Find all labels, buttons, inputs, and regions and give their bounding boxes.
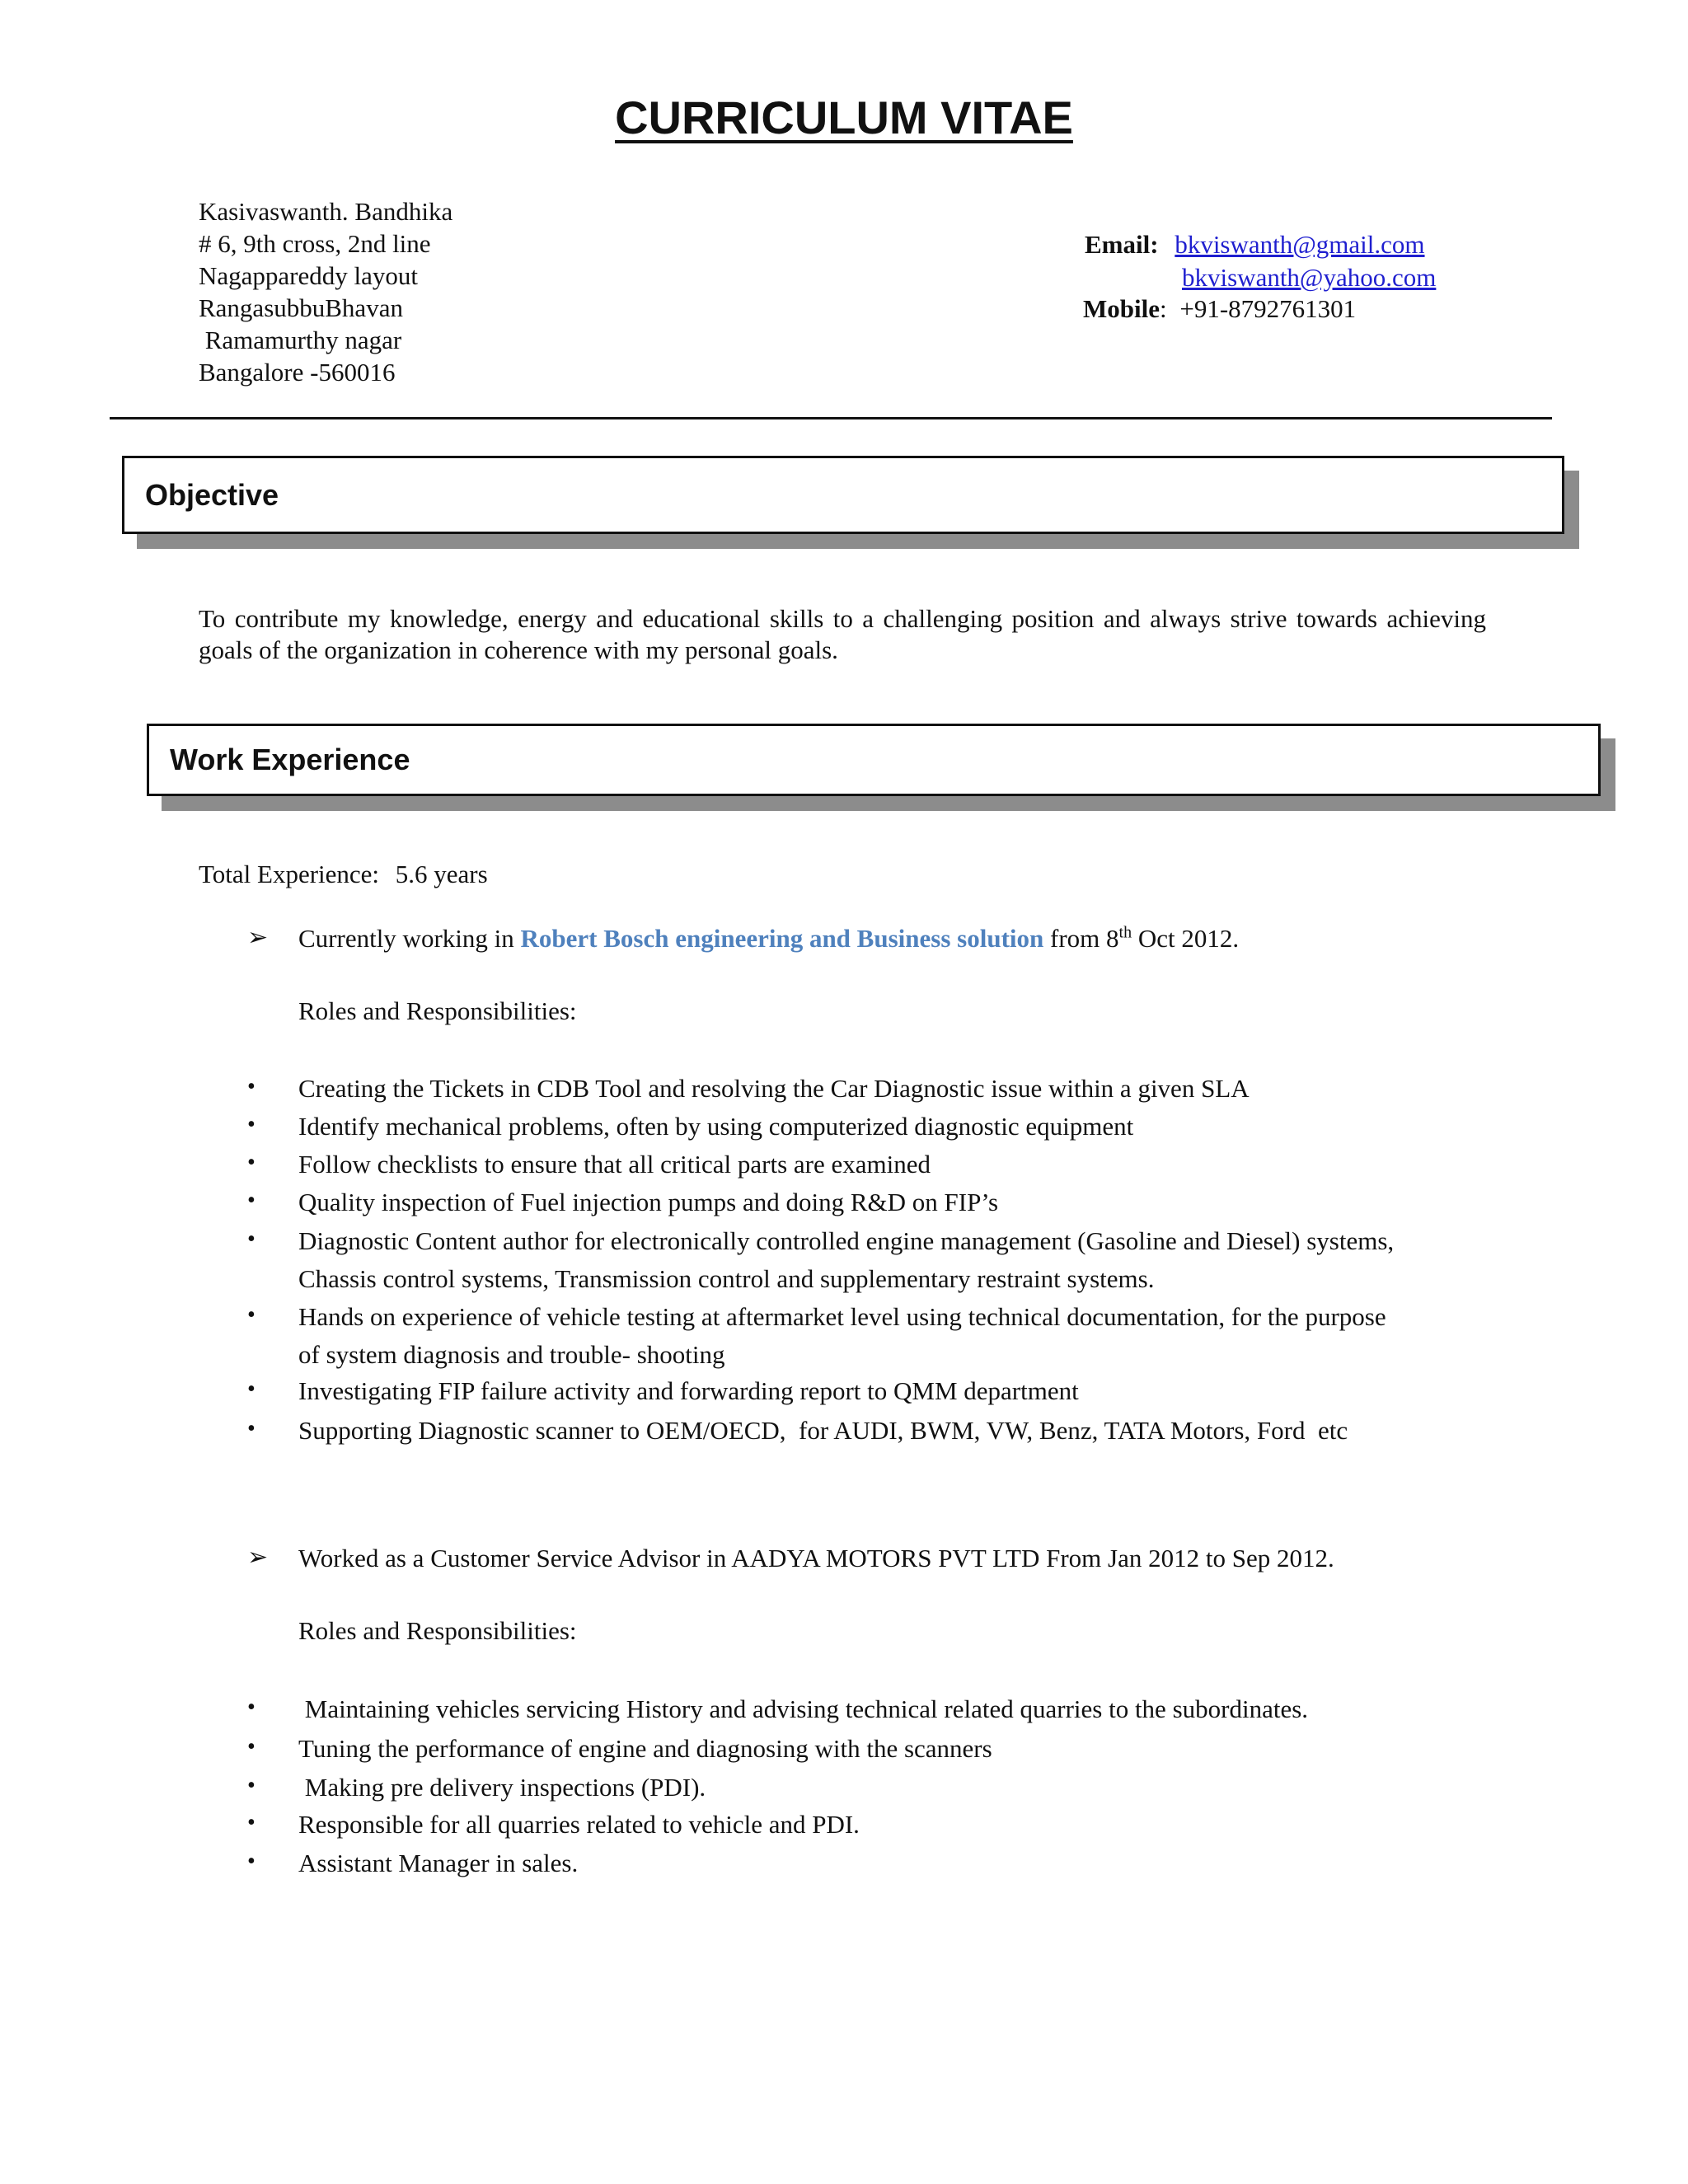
address-line: Kasivaswanth. Bandhika	[199, 197, 453, 226]
job-1-duty: Quality inspection of Fuel injection pumps and doing R&D on FIP’s	[298, 1188, 999, 1216]
total-experience-value: 5.6 years	[395, 860, 488, 888]
job-2-duty: Maintaining vehicles servicing History and advising technical related quarries to the subordinates.	[298, 1694, 1309, 1723]
mobile-row	[1083, 293, 1356, 325]
objective-heading: Objective	[145, 477, 279, 512]
address-line: Ramamurthy nagar	[199, 326, 402, 354]
bullet-icon: •	[247, 1734, 256, 1760]
job-1-duty: Investigating FIP failure activity and forwarding report to QMM department	[298, 1376, 1079, 1405]
job-1-duty-continued: of system diagnosis and trouble- shooting	[298, 1340, 725, 1369]
objective-text: To contribute my knowledge, energy and educational skills to a challenging position and always strive towards achieving goals of the organization in coherence with my personal goals.	[199, 604, 1486, 664]
email-link-yahoo[interactable]: bkviswanth@yahoo.com	[1182, 263, 1437, 292]
job-2-duty: Responsible for all quarries related to vehicle and PDI.	[298, 1810, 860, 1839]
bullet-icon: •	[247, 1074, 256, 1099]
job-1-duty-continued: Chassis control systems, Transmission control and supplementary restraint systems.	[298, 1264, 1155, 1293]
address-line: Bangalore -560016	[199, 358, 396, 387]
bullet-icon: •	[247, 1188, 256, 1213]
job-2-duty: Tuning the performance of engine and diagnosing with the scanners	[298, 1734, 992, 1763]
address-line: RangasubbuBhavan	[199, 293, 403, 322]
job-1-duty: Supporting Diagnostic scanner to OEM/OECD, for AUDI, BWM, VW, Benz, TATA Motors, Ford etc	[298, 1416, 1348, 1445]
job-1-from-sup: th	[1118, 923, 1132, 942]
job-1-duty: Creating the Tickets in CDB Tool and resolving the Car Diagnostic issue within a given SLA	[298, 1074, 1250, 1103]
job-1-duty: Identify mechanical problems, often by using computerized diagnostic equipment	[298, 1112, 1134, 1141]
job-1-summary	[298, 923, 1239, 954]
bullet-icon: •	[247, 1773, 256, 1798]
bullet-icon: •	[247, 1694, 256, 1720]
job-2-roles-heading: Roles and Responsibilities:	[298, 1616, 577, 1645]
work-experience-heading-box	[147, 724, 1601, 796]
bullet-icon: •	[247, 1226, 256, 1252]
address-block	[199, 196, 452, 389]
job-1-roles-heading: Roles and Responsibilities:	[298, 996, 577, 1025]
job-1-duty: Diagnostic Content author for electronically controlled engine management (Gasoline and Diesel) systems,	[298, 1226, 1395, 1255]
arrow-bullet-icon: ➢	[247, 1543, 269, 1572]
job-1-from: from 8	[1043, 924, 1119, 953]
email-row-2	[1182, 262, 1436, 293]
bullet-icon: •	[247, 1376, 256, 1402]
objective-heading-box	[122, 456, 1564, 534]
header-divider	[110, 417, 1552, 419]
bullet-icon: •	[247, 1416, 256, 1441]
job-2-duty: Assistant Manager in sales.	[298, 1849, 579, 1877]
document-title: CURRICULUM VITAE	[615, 91, 1073, 143]
bullet-icon: •	[247, 1150, 256, 1175]
mobile-separator: :	[1160, 294, 1167, 323]
bullet-icon: •	[247, 1302, 256, 1328]
arrow-bullet-icon: ➢	[247, 923, 269, 952]
job-1-duty: Hands on experience of vehicle testing at aftermarket level using technical documentation, for the purpose	[298, 1302, 1386, 1331]
job-2-summary: Worked as a Customer Service Advisor in AADYA MOTORS PVT LTD From Jan 2012 to Sep 2012.	[298, 1544, 1334, 1572]
job-1-from-rest: Oct 2012.	[1132, 924, 1240, 953]
bullet-icon: •	[247, 1810, 256, 1835]
address-line: # 6, 9th cross, 2nd line	[199, 229, 431, 258]
bullet-icon: •	[247, 1849, 256, 1874]
work-experience-heading: Work Experience	[170, 743, 410, 776]
email-label: Email:	[1085, 230, 1159, 259]
job-1-prefix: Currently working in	[298, 924, 521, 953]
email-row	[1085, 229, 1425, 260]
address-line: Nagappareddy layout	[199, 261, 418, 290]
bullet-icon: •	[247, 1112, 256, 1137]
job-1-company: Robert Bosch engineering and Business solution	[520, 924, 1044, 953]
mobile-label: Mobile	[1083, 294, 1160, 323]
email-link-gmail[interactable]: bkviswanth@gmail.com	[1175, 230, 1425, 259]
job-1-duty: Follow checklists to ensure that all critical parts are examined	[298, 1150, 931, 1179]
total-experience	[199, 859, 488, 890]
job-2-duty: Making pre delivery inspections (PDI).	[298, 1773, 706, 1802]
total-experience-label: Total Experience:	[199, 860, 380, 888]
mobile-number: +91-8792761301	[1179, 294, 1357, 323]
